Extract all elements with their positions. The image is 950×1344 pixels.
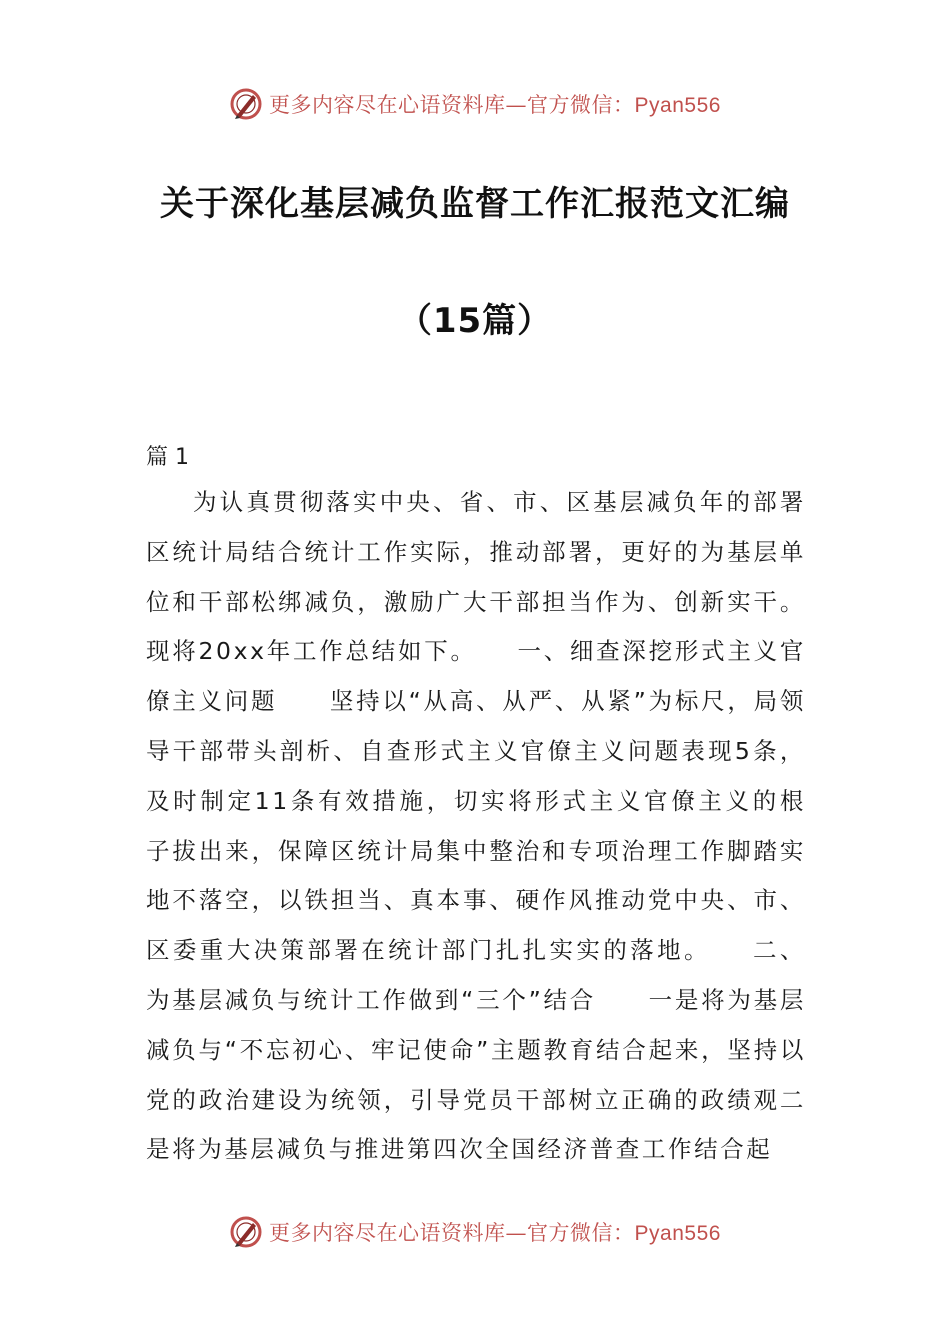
- header-banner-text: 更多内容尽在心语资料库—官方微信：Pyan556: [269, 93, 721, 117]
- document-subtitle: （15篇）: [397, 301, 553, 341]
- pen-logo-icon: [229, 87, 263, 121]
- footer-wechat-id: Pyan556: [634, 1222, 721, 1245]
- header-banner: [0, 84, 950, 124]
- footer-banner-text: 更多内容尽在心语资料库—官方微信：Pyan556: [269, 1221, 721, 1245]
- document-title: 关于深化基层减负监督工作汇报范文汇编: [160, 184, 790, 224]
- section-label: 篇 1: [146, 445, 189, 470]
- pen-logo-icon: [229, 1215, 263, 1249]
- body-paragraph: 为认真贯彻落实中央、省、市、区基层减负年的部署区统计局结合统计工作实际，推动部署，更好的为基层单位和干部松绑减负，激励广大干部担当作为、创新实干。现将20xx年工作总结如下。 一、细查深挖形式主义官僚主义问题 坚持以“从高、从严、从紧”为标尺，局领导干部带头剖析、自查形式主义官僚主义问题表现5条，及时制定11条有效措施，切实将形式主义官僚主义的根子拔出来，保障区统计局集中整治和专项治理工作脚踏实地不落空，以铁担当、真本事、硬作风推动党中央、市、区委重大决策部署在统计部门扎扎实实的落地。 二、为基层减负与统计工作做到“三个”结合 一是将为基层减负与“不忘初心、牢记使命”主题教育结合起来，坚持以党的政治建设为统领，引导党员干部树立正确的政绩观二是将为基层减负与推进第四次全国经济普查工作结合起: [146, 488, 806, 1164]
- footer-banner: [0, 1212, 950, 1252]
- header-wechat-id: Pyan556: [634, 94, 721, 117]
